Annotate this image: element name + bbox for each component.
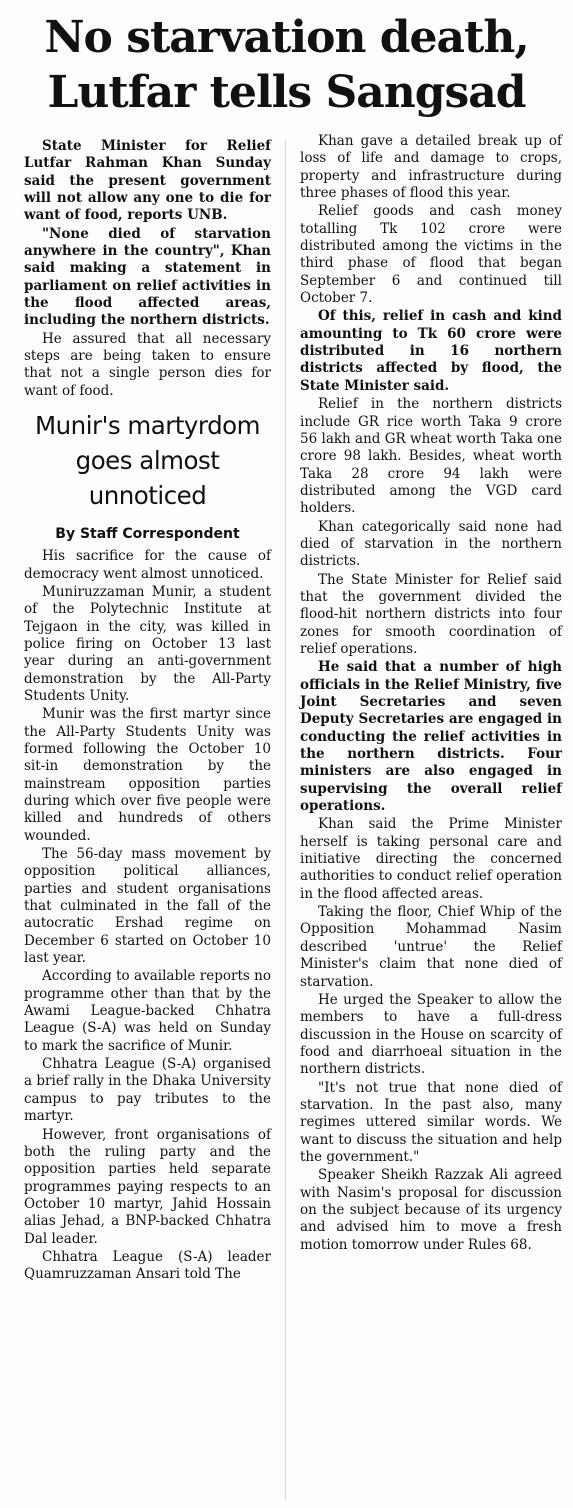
paragraph: State Minister for Relief Lutfar Rahman Khan Sunday said the present government will not allow any one to die for want of food, reports UNB.: [24, 138, 271, 224]
paragraph: Muniruzzaman Munir, a student of the Polytechnic Institute at Tejgaon in the city, was killed in police firing on October 13 last year during an anti-government demonstration by the All-Party Students Unity.: [24, 583, 271, 704]
paragraph: He said that a number of high officials in the Relief Ministry, five Joint Secretaries and seven Deputy Secretaries are engaged in conducting the relief activities in the northern districts. Four ministers are also engaged in supervising the overall relief operations.: [300, 659, 562, 815]
paragraph: "None died of starvation anywhere in the country", Khan said making a statement in parliament on relief activities in the flood affected areas, including the northern districts.: [24, 225, 271, 329]
paragraph: Relief in the northern districts include GR rice worth Taka 9 crore 56 lakh and GR wheat worth Taka one crore 98 lakh. Besides, wheat worth Taka 28 crore 94 lakh were distributed among the VGD card holders.: [300, 396, 562, 517]
paragraph: Khan categorically said none had died of starvation in the northern districts.: [300, 518, 562, 570]
paragraph: He assured that all necessary steps are being taken to ensure that not a single person dies for want of food.: [24, 330, 271, 399]
paragraph: Taking the floor, Chief Whip of the Opposition Mohammad Nasim described 'untrue' the Relief Minister's claim that none died of starvation.: [300, 904, 562, 990]
paragraph: He urged the Speaker to allow the members to have a full-dress discussion in the House on scarcity of food and diarrhoeal situation in the northern districts.: [300, 991, 562, 1078]
byline: By Staff Correspondent: [55, 526, 240, 543]
paragraph: Of this, relief in cash and kind amounting to Tk 60 crore were distributed in 16 northern districts affected by flood, the State Minister said.: [300, 308, 562, 394]
paragraph: Munir was the first martyr since the All-Party Students Unity was formed following the October 10 sit-in demonstration by the mainstream opposition parties during which over five people were killed and hundreds of others wounded.: [24, 706, 271, 844]
paragraph: However, front organisations of both the ruling party and the opposition parties held separate programmes paying respects to an October 10 martyr, Jahid Hossain alias Jehad, a BNP-backed Chhatra Dal leader.: [24, 1126, 271, 1247]
paragraph: Relief goods and cash money totalling Tk 102 crore were distributed among the victims in the third phase of flood that began September 6 and continued till October 7.: [300, 203, 562, 307]
left-column: [24, 138, 271, 1284]
paragraph: The State Minister for Relief said that the government divided the flood-hit northern districts into four zones for smooth coordination of relief operations.: [300, 571, 562, 657]
main-story-lead: [24, 138, 271, 400]
paragraph: Chhatra League (S-A) leader Quamruzzaman Ansari told The: [24, 1248, 271, 1283]
paragraph: According to available reports no programme other than that by the Awami League-backed Chhatra League (S-A) was held on Sunday to mark the sacrifice of Munir.: [24, 968, 271, 1054]
headline: No starvation death, Lutfar tells Sangsad: [44, 12, 529, 118]
paragraph: Chhatra League (S-A) organised a brief rally in the Dhaka University campus to pay tributes to the martyr.: [24, 1056, 271, 1125]
right-column: [300, 133, 562, 1254]
column-divider: [285, 140, 286, 1500]
paragraph: The 56-day mass movement by opposition political alliances, parties and student organisations that culminated in the fall of the autocratic Ershad regime on December 6 started on October 10 last year.: [24, 846, 271, 967]
sidebar-story-body: [24, 548, 271, 1283]
paragraph: His sacrifice for the cause of democracy went almost unnoticed.: [24, 548, 271, 582]
sidebar-headline: Munir's martyrdom goes almost unnoticed: [35, 411, 260, 511]
paragraph: Khan gave a detailed break up of loss of life and damage to crops, property and infrastructure during three phases of flood this year.: [300, 133, 562, 202]
paragraph: Khan said the Prime Minister herself is taking personal care and initiative directing the concerned authorities to conduct relief operation in the flood affected areas.: [300, 816, 562, 902]
paragraph: Speaker Sheikh Razzak Ali agreed with Nasim's proposal for discussion on the subject because of its urgency and advised him to move a fresh motion tomorrow under Rules 68.: [300, 1167, 562, 1253]
paragraph: "It's not true that none died of starvation. In the past also, many regimes uttered similar words. We want to discuss the situation and help the government.": [300, 1079, 562, 1165]
